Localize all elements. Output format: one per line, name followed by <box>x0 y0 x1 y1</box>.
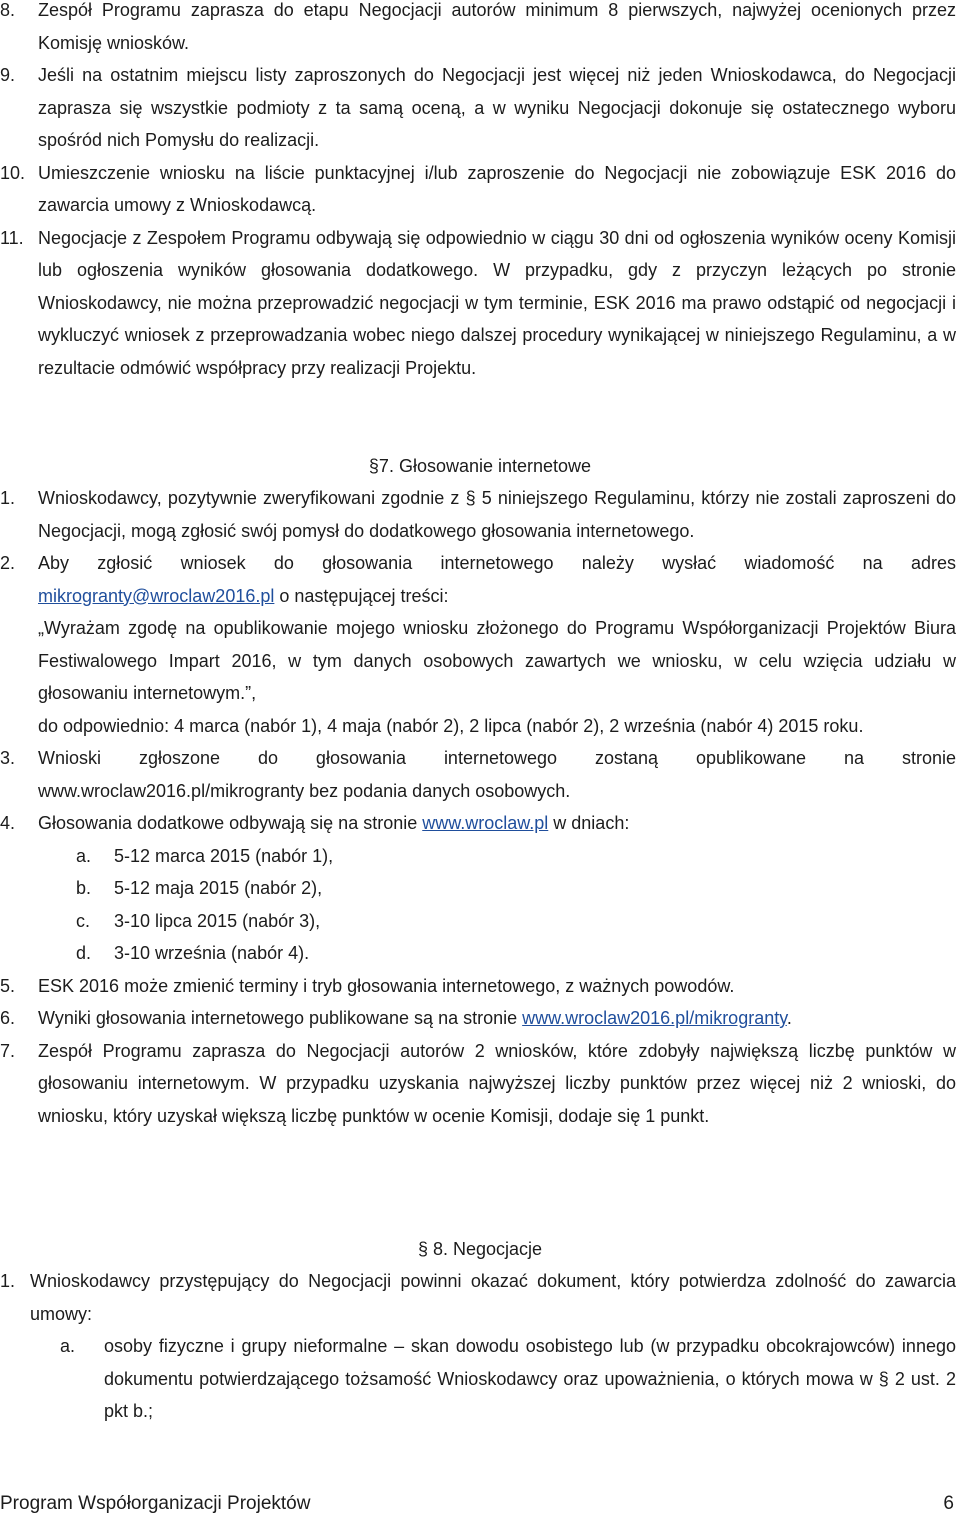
list-item <box>0 970 960 1003</box>
list-item-text: Aby zgłosić wniosek do głosowania internetowego należy wysłać wiadomość na adres <box>38 553 956 573</box>
sub-item-letter: a. <box>76 845 92 866</box>
list-item-text: Wnioskodawcy przystępujący do Negocjacji powinni okazać dokument, który potwierdza zdolność do zawarcia umowy: <box>30 1271 956 1324</box>
mikrogranty-link[interactable]: www.wroclaw2016.pl/mikrogranty <box>522 1008 787 1028</box>
sub-item-text: 5-12 maja 2015 (nabór 2), <box>114 878 323 898</box>
section8-list <box>0 1265 960 1428</box>
list-item-text: . <box>786 1008 792 1028</box>
sub-item-letter: b. <box>76 878 92 898</box>
list-item-text: Negocjacje z Zespołem Programu odbywają się odpowiednio w ciągu 30 dni od ogłoszenia wyników oceny Komisji lub ogłoszenia wyników głosowania dodatkowego. W przypadku, gdy z przyczyn leżących po stronie Wnioskodawcy, nie można przeprowadzić negocjacji w tym terminie, ESK 2016 ma prawo odstąpić od negocjacji i wykluczyć wniosek z przeprowadzania wobec niego dalszej procedury wynikającej w niniejszego Regulaminu, a w rezultacie odmówić współpracy przy realizacji Projektu. <box>38 227 956 378</box>
list-item <box>0 0 960 59</box>
list-item-number: 11. <box>0 227 24 248</box>
list-item-text: Zespół Programu zaprasza do Negocjacji autorów 2 wniosków, które zdobyły największą liczbę punktów w głosowaniu internetowym. W przypadku uzyskania najwyższej liczby punktów przez więcej niż 2 wnioski, do wniosku, który uzyskał większą liczbę punktów w ocenie Komisji, dodaje się 1 punkt. <box>38 1040 956 1126</box>
quote-paragraph <box>0 612 960 710</box>
list-item-text: Głosowania dodatkowe odbywają się na stronie <box>38 813 423 833</box>
deadlines-text: do odpowiednio: 4 marca (nabór 1), 4 maja (nabór 2), 2 lipca (nabór 2), 2 września (nabór 4) 2015 roku. <box>38 715 864 736</box>
footer-title: Program Współorganizacji Projektów <box>0 1493 311 1514</box>
sub-list-item <box>0 1330 960 1428</box>
quote-text: „Wyrażam zgodę na opublikowanie mojego wniosku złożonego do Programu Współorganizacji Projektów Biura Festiwalowego Impart 2016, w tym danych osobowych zawartych we wniosku, w celu wzięcia udziału w głosowaniu internetowym.”, <box>38 618 956 703</box>
sub-list-item <box>0 905 960 938</box>
list-item <box>0 59 960 157</box>
list-item <box>0 742 960 807</box>
section6-tail-list <box>0 0 960 384</box>
list-item-number: 2. <box>0 553 16 573</box>
list-item-body <box>38 807 960 840</box>
list-item-number: 3. <box>0 748 16 768</box>
list-item-number: 10. <box>0 162 26 183</box>
list-item <box>0 482 960 547</box>
sub-item-text: 5-12 marca 2015 (nabór 1), <box>114 845 334 866</box>
list-item-number: 7. <box>0 1040 16 1061</box>
list-item-number: 9. <box>0 65 16 85</box>
list-item-text: Umieszczenie wniosku na liście punktacyjnej i/lub zaproszenie do Negocjacji nie zobowiązuje ESK 2016 do zawarcia umowy z Wnioskodawcą. <box>38 162 956 215</box>
list-item-text: Zespół Programu zaprasza do etapu Negocjacji autorów minimum 8 pierwszych, najwyżej ocenionych przez Komisję wniosków. <box>38 0 956 53</box>
list-item-text: Wnioskodawcy, pozytywnie zweryfikowani zgodnie z § 5 niniejszego Regulaminu, którzy nie zostali zaproszeni do Negocjacji, mogą zgłosić swój pomysł do dodatkowego głosowania internetowego. <box>38 488 956 541</box>
page-number: 6 <box>943 1493 954 1514</box>
list-item <box>0 1035 960 1133</box>
list-item-text: Wnioski zgłoszone do głosowania internetowego zostaną opublikowane na stronie www.wroclaw2016.pl/mikrogranty bez podania danych osobowych. <box>38 748 956 801</box>
list-item-text: Jeśli na ostatnim miejscu listy zaproszonych do Negocjacji jest więcej niż jeden Wnioskodawca, do Negocjacji zaprasza się wszystkie podmioty z ta samą oceną, a w wyniku Negocjacji dokonuje się ostatecznego wyboru spośród nich Pomysłu do realizacji. <box>38 65 956 150</box>
list-item-number: 8. <box>0 0 16 20</box>
list-item-number: 1. <box>0 1271 16 1291</box>
list-item-number: 1. <box>0 488 16 508</box>
section7-list <box>0 482 960 1132</box>
sub-item-letter: a. <box>60 1336 76 1356</box>
list-item <box>0 1265 960 1330</box>
list-item-text: w dniach: <box>548 813 630 833</box>
list-item <box>0 157 960 222</box>
list-item-number: 6. <box>0 1008 16 1028</box>
list-item-body <box>38 547 960 612</box>
section-8-heading: § 8. Negocjacje <box>417 1239 543 1259</box>
list-item <box>0 807 960 840</box>
deadlines-paragraph <box>0 710 960 743</box>
list-item-number: 4. <box>0 813 16 833</box>
list-item-text: ESK 2016 może zmienić terminy i tryb głosowania internetowego, z ważnych powodów. <box>38 975 735 996</box>
list-item-body <box>38 1002 960 1035</box>
sub-list-item <box>0 872 960 905</box>
sub-item-text: 3-10 lipca 2015 (nabór 3), <box>114 910 321 931</box>
section-7-heading: §7. Głosowanie internetowe <box>368 456 592 476</box>
list-item-text: o następującej treści: <box>274 585 449 606</box>
list-item-number: 5. <box>0 975 16 996</box>
sub-item-text: osoby fizyczne i grupy nieformalne – skan dowodu osobistego lub (w przypadku obcokrajowców) innego dokumentu potwierdzającego tożsamość Wnioskodawcy oraz upoważnienia, o których mowa w § 2 ust. 2 pkt b.; <box>104 1336 956 1421</box>
list-item <box>0 1002 960 1035</box>
list-item <box>0 222 960 385</box>
wroclaw-link[interactable]: www.wroclaw.pl <box>422 813 549 833</box>
sub-list-item <box>0 840 960 873</box>
email-link[interactable]: mikrogranty@wroclaw2016.pl <box>38 585 275 606</box>
list-item-text: Wyniki głosowania internetowego publikowane są na stronie <box>38 1008 523 1028</box>
list-item <box>0 547 960 612</box>
sub-list-item <box>0 937 960 970</box>
sub-item-text: 3-10 września (nabór 4). <box>114 943 310 963</box>
sub-item-letter: d. <box>76 943 92 963</box>
sub-item-letter: c. <box>76 910 91 931</box>
